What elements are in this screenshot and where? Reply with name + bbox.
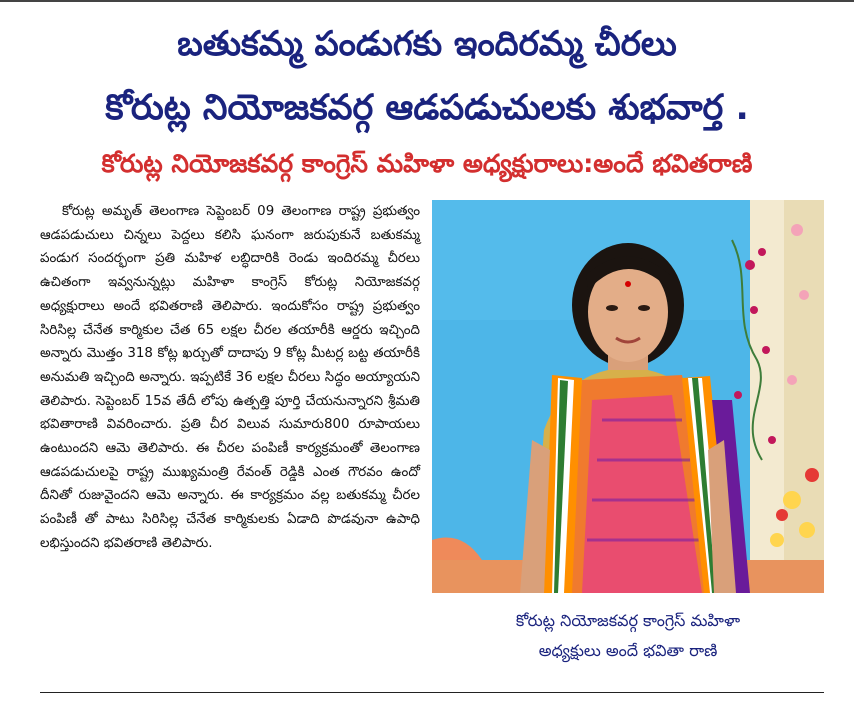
bottom-divider bbox=[40, 692, 824, 693]
caption-line-2: అధ్యక్షులు అందే భవితా రాణి bbox=[538, 641, 718, 660]
subheadline: కోరుట్ల నియోజకవర్గ కాంగ్రెస్ మహిళా అధ్యక్షురాలు:అందే భవితరాణి bbox=[101, 149, 753, 178]
photo-caption bbox=[432, 606, 824, 666]
article-body: కోరుట్ల అమృత్ తెలంగాణ సెప్టెంబర్ 09 తెలంగాణ రాష్ట్ర ప్రభుత్వం ఆడపడుచులు చిన్నలు పెద్దలు కలిసి ఘనంగా జరుపుకునే బతుకమ్మ పండుగ సందర్భంగా ప్రతి మహిళ లబ్ధిదారికి రెండు ఇందిరమ్మ చీరలు ఉచితంగా ఇవ్వనున్నట్లు మహిళా కాంగ్రెస్ కోరుట్ల నియోజకవర్గ అధ్యక్షురాలు అందే భవితరాణి తెలిపారు. ఇందుకోసం రాష్ట్ర ప్రభుత్వం సిరిసిల్ల చేనేత కార్మికుల చేత 65 లక్షల చీరల తయారీకి ఆర్డరు ఇచ్చింది అన్నారు మొత్తం 318 కోట్ల ఖర్చుతో దాదాపు 9 కోట్ల మీటర్ల బట్ట తయారీకి అనుమతి ఇచ్చింది అన్నారు. ఇప్పటికే 36 లక్షల చీరలు సిద్ధం అయ్యాయని తెలిపారు. సెప్టెంబర్ 15వ తేదీ లోపు ఉత్పత్తి పూర్తి చేయనున్నారని శ్రీమతి భవితారాణి వివరించారు. ప్రతి చీర విలువ సుమారు800 రూపాయలు ఉంటుందని ఆమె తెలిపారు. ఈ చీరల పంపిణీ కార్యక్రమంతో తెలంగాణ ఆడపడుచులపై రాష్ట్ర ముఖ్యమంత్రి రేవంత్ రెడ్డికి ఎంత గౌరవం ఉందో దీనితో రుజువైందని ఆమె అన్నారు. ఈ కార్యక్రమం వల్ల బతుకమ్మ చీరల పంపిణీ తో పాటు సిరిసిల్ల చేనేత కార్మికులకు ఏడాది పొడవునా ఉపాధి లభిస్తుందని భవితరాణి తెలిపారు. bbox=[40, 204, 420, 551]
portrait-photo bbox=[432, 200, 824, 593]
headline-line-1: బతుకమ్మ పండుగకు ఇందిరమ్మ చీరలు bbox=[177, 24, 677, 64]
portrait-illustration bbox=[432, 200, 824, 593]
headline-line-2: కోరుట్ల నియోజకవర్గ ఆడపడుచులకు శుభవార్త . bbox=[105, 88, 749, 128]
top-border bbox=[0, 0, 854, 8]
caption-line-1: కోరుట్ల నియోజకవర్గ కాంగ్రెస్ మహిళా bbox=[515, 611, 741, 630]
